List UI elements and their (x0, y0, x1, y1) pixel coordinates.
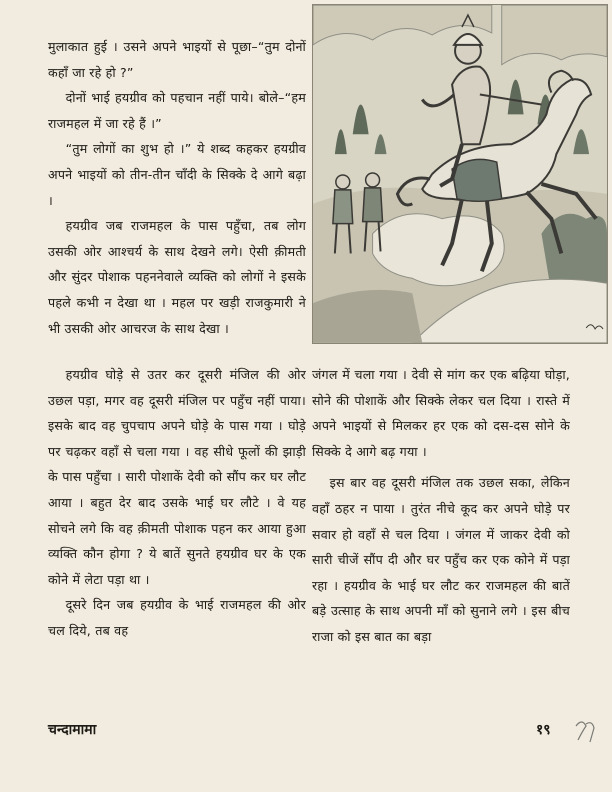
story-illustration (312, 4, 608, 344)
horse-rider-drawing (313, 5, 607, 343)
saddle-blanket-shape (452, 159, 502, 201)
story-paragraph: “तुम लोगों का शुभ हो ।” ये शब्द कहकर हयग्रीव अपने भाइयों को तीन-तीन चाँदी के सिक्के दे आगे बढ़ा । (48, 141, 306, 208)
handwritten-scribble-mark (572, 716, 598, 746)
rocks-shape (313, 290, 422, 343)
story-paragraph: मुलाकात हुई । उसने अपने भाइयों से पूछा–“तुम दोनों कहाँ जा रहे हो ?” (48, 39, 306, 80)
text-column-left (48, 362, 306, 644)
brother-head-shape (366, 173, 380, 187)
story-paragraph: दोनों भाई हयग्रीव को पहचान नहीं पाये। बोले–“हम राजमहल में जा रहे हैं ।” (48, 90, 306, 131)
text-column-right (312, 362, 570, 650)
story-paragraph: हयग्रीव जब राजमहल के पास पहुँचा, तब लोग उसकी ओर आश्चर्य के साथ देखने लगे। ऐसी क़ीमती और सुंदर पोशाक पहननेवाले व्यक्ति को लोगों ने इसके पहले कभी न देखा था । महल पर खड़ी राजकुमारी ने भी उसकी ओर आचरज के साथ देखा । (48, 218, 306, 336)
magazine-name: चन्दामामा (48, 722, 97, 738)
page-number: १९ (536, 722, 551, 738)
story-paragraph: हयग्रीव घोड़े से उतर कर दूसरी मंजिल की ओर उछल पड़ा, मगर वह दूसरी मंजिल पर पहुँच नहीं पाया। इसके बाद वह चुपचाप अपने घोड़े के पास गया । घोड़े पर चढ़कर वहाँ से चला गया । वह सीधे फूलों की झाड़ी के पास पहुँचा । सारी पोशाकें देवी को सौंप कर घर लौट आया । बहुत देर बाद उसके भाई घर लौटे । वे यह सोचने लगे कि वह क़ीमती पोशाक पहन कर आया हुआ व्यक्ति कौन होगा ? ये बातें सुनते हयग्रीव घर के एक कोने में लेटा पड़ा था । (48, 367, 306, 587)
brother-body-shape (333, 190, 353, 224)
text-column-top (48, 34, 306, 341)
story-paragraph: जंगल में चला गया । देवी से मांग कर एक बढ़िया घोड़ा, सोने की पोशाकें और सिक्के लेकर चल दिया । रास्ते में अपने भाइयों से मिलकर हर एक को दस-दस सोने के सिक्के दे आगे बढ़ गया । (312, 367, 570, 459)
brother-head-shape (336, 175, 350, 189)
story-paragraph: इस बार वह दूसरी मंजिल तक उछल सका, लेकिन वहाँ ठहर न पाया । तुरंत नीचे कूद कर अपने घोड़े पर सवार हो वहाँ से चल दिया । जंगल में जाकर देवी को सारी चीजें सौंप दी और घर पहुँच कर एक कोने में पड़ा रहा । हयग्रीव के भाई घर लौट कर राजमहल की बातें बड़े उत्साह के साथ अपनी माँ को सुनाने लगे । इस बीच राजा को इस बात का बड़ा (312, 475, 570, 644)
brother-body-shape (363, 188, 383, 222)
story-paragraph: दूसरे दिन जब हयग्रीव के भाई राजमहल की ओर चल दिये, तब वह (48, 597, 306, 638)
